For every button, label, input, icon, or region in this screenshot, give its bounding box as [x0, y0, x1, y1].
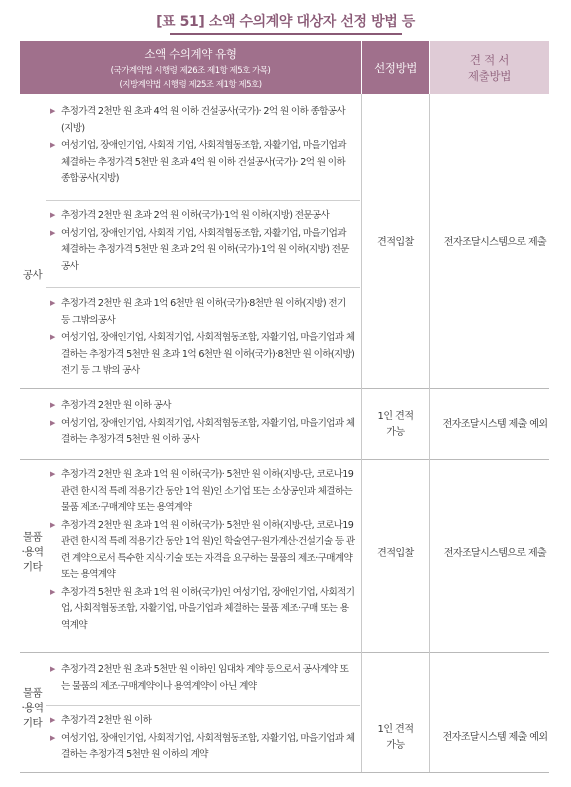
category-line: 기타 — [22, 717, 43, 729]
list-item: ▶ 여성기업, 장애인기업, 사회적 기업, 사회적협동조합, 자활기업, 마을기업과 체결하는 추정가격 5천만 원 초과 2억 원 이하(국가)·1억 원 이하(지방) 전문공사 — [50, 225, 356, 276]
arrow-bullet-icon: ▶ — [50, 141, 55, 149]
method-line: 가능 — [386, 740, 405, 751]
table-title: [표 51] 소액 수의계약 대상자 선정 방법 등 — [156, 14, 415, 30]
arrow-bullet-icon: ▶ — [50, 333, 55, 341]
category-line: ·용역 — [21, 546, 44, 558]
method-line: 가능 — [386, 427, 405, 438]
arrow-bullet-icon: ▶ — [50, 107, 55, 115]
method-single-quote — [362, 409, 429, 441]
list-item: ▶ 추정가격 2천만 원 초과 5천만 원 이하인 임대차 계약 등으로서 공사계약 또는 물품의 제조·구매계약이나 용역계약이 아닌 계약 — [50, 661, 356, 695]
arrow-bullet-icon: ▶ — [50, 418, 55, 427]
arrow-bullet-icon: ▶ — [50, 228, 55, 237]
goods-group-3 — [50, 712, 356, 764]
arrow-bullet-icon: ▶ — [50, 401, 55, 409]
goods-group-2 — [50, 661, 356, 695]
sub-row-divider — [46, 200, 360, 201]
list-item: ▶ 여성기업, 장애인기업, 사회적 기업, 사회적협동조합, 자활기업, 마을기업과 체결하는 추정가격 5천만 원 초과 4억 원 이하 건설공사(국가)· 2억 원 이하 종합공사(지방) — [50, 137, 356, 188]
row-divider — [20, 388, 549, 389]
arrow-bullet-icon: ▶ — [50, 211, 55, 219]
arrow-bullet-icon: ▶ — [50, 299, 55, 307]
list-item: ▶ 여성기업, 장애인기업, 사회적기업, 사회적협동조합, 자활기업, 마을기업과 체결하는 추정가격 5천만 원 이하 공사 — [50, 415, 356, 449]
list-item: ▶ 추정가격 2천만 원 이하 공사 — [50, 397, 356, 415]
list-item: ▶ 추정가격 5천만 원 초과 1억 원 이하(국가)인 여성기업, 장애인기업, 사회적기업, 사회적협동조합, 자활기업, 마을기업과 체결하는 물품 제조·구매 또는 용역계약 — [50, 584, 356, 635]
method-competitive: 견적입찰 — [377, 548, 414, 559]
submission-system: 전자조달시스템으로 제출 — [443, 548, 547, 559]
category-line: 물품 — [22, 687, 43, 699]
sub-row-divider — [46, 705, 360, 706]
construction-group-3 — [50, 295, 356, 380]
list-item: ▶ 추정가격 2천만 원 초과 1억 6천만 원 이하(국가)·8천만 원 이하(지방) 전기 등 그밖의공사 — [50, 295, 356, 329]
construction-group-2 — [50, 207, 356, 275]
table-bottom-border — [20, 772, 549, 773]
construction-group-1 — [50, 103, 356, 188]
list-item: ▶ 추정가격 2천만 원 초과 1억 원 이하(국가)· 5천만 원 이하(지방-단, 코로나19 관련 한시적 특례 적용기간 동안 1억 원)인 학술연구·원가계산·건설기술 등 관련 계약으로서 특수한 지식·기술 또는 자격을 요구하는 물품의 제조·구매계약 또는 용역계약 — [50, 517, 356, 584]
method-line: 1인 견적 — [377, 411, 414, 422]
submission-exempt: 전자조달시스템 제출 예외 — [442, 419, 548, 430]
list-item: ▶ 추정가격 2천만 원 초과 2억 원 이하(국가)·1억 원 이하(지방) 전문공사 — [50, 207, 356, 225]
header-submit-line1: 견 적 서 — [469, 52, 510, 67]
method-single-quote — [362, 722, 429, 754]
header-submit-line2: 제출방법 — [467, 68, 512, 83]
arrow-bullet-icon: ▶ — [50, 587, 55, 596]
header-method-label: 선정방법 — [374, 60, 417, 75]
header-type-sub2: (지방계약법 시행령 제25조 제1항 제5호) — [119, 79, 262, 90]
header-type-sub1: (국가계약법 시행령 제26조 제1항 제5호 가목) — [110, 65, 271, 76]
header-type-cell — [20, 41, 361, 94]
title-underline — [170, 33, 402, 35]
header-submit-cell — [430, 41, 549, 94]
list-item: ▶ 여성기업, 장애인기업, 사회적기업, 사회적협동조합, 자활기업, 마을기업과 체결하는 추정가격 5천만 원 이하의 계약 — [50, 730, 356, 764]
method-line: 1인 견적 — [377, 724, 414, 735]
arrow-bullet-icon: ▶ — [50, 716, 55, 724]
header-method-cell — [362, 41, 429, 94]
category-construction: 공사 — [22, 269, 43, 281]
list-item: ▶ 여성기업, 장애인기업, 사회적기업, 사회적협동조합, 자활기업, 마을기업과 체결하는 추정가격 5천만 원 초과 1억 6천만 원 이하(국가)·8천만 원 이하(지방) 전기 등 그 밖의 공사 — [50, 329, 356, 380]
row-divider — [20, 652, 549, 653]
arrow-bullet-icon: ▶ — [50, 470, 55, 478]
list-item: ▶ 추정가격 2천만 원 이하 — [50, 712, 356, 730]
goods-group-1 — [50, 466, 356, 634]
category-goods-other — [20, 686, 45, 731]
header-type-label: 소액 수의계약 유형 — [144, 46, 237, 61]
sub-row-divider — [46, 287, 360, 288]
arrow-bullet-icon: ▶ — [50, 520, 55, 529]
list-item: ▶ 추정가격 2천만 원 초과 4억 원 이하 건설공사(국가)· 2억 원 이하 종합공사(지방) — [50, 103, 356, 137]
list-item: ▶ 추정가격 2천만 원 초과 1억 원 이하(국가)· 5천만 원 이하(지방-단, 코로나19 관련 한시적 특례 적용기간 동안 1억 원)인 소기업 또는 소상공인과 체결하는 물품 제조·구매계약 또는 용역계약 — [50, 466, 356, 517]
submission-system: 전자조달시스템으로 제출 — [443, 237, 547, 248]
submission-exempt: 전자조달시스템 제출 예외 — [442, 732, 548, 743]
category-line: 기타 — [22, 561, 43, 573]
construction-group-4 — [50, 397, 356, 449]
method-competitive: 견적입찰 — [377, 237, 414, 248]
col-divider — [429, 94, 430, 772]
category-goods — [20, 530, 45, 575]
arrow-bullet-icon: ▶ — [50, 733, 55, 742]
category-line: 물품 — [22, 531, 43, 543]
arrow-bullet-icon: ▶ — [50, 665, 55, 673]
category-line: ·용역 — [21, 702, 44, 714]
row-divider — [20, 459, 549, 460]
